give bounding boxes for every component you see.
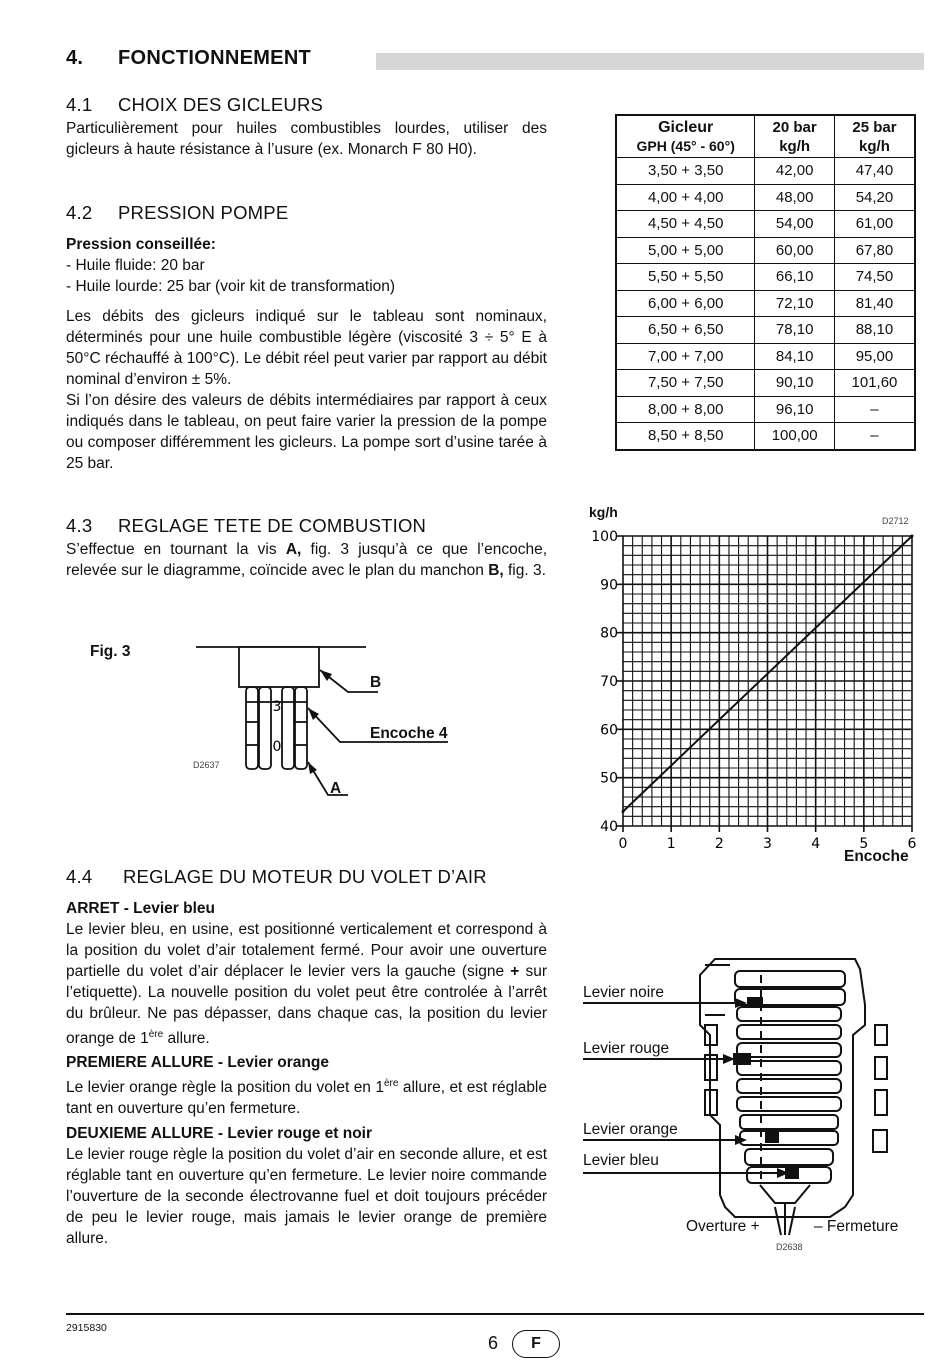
s42-para2: Si l’on désire des valeurs de débits intermédiaires par rapport à ceux indiqués dans le tableau, on peut faire varier la pression de la pompe ou composer différemment les gicleurs. La pompe sort d’usine tarée à 25 bar.	[66, 392, 547, 472]
motor-code: D2638	[776, 1242, 803, 1252]
chart-xlabel: Encoche	[844, 848, 909, 865]
s44-premiere-title: PREMIERE ALLURE - Levier orange	[66, 1054, 329, 1071]
s43-number: 4.3	[66, 515, 93, 536]
s44-deuxieme-text: Le levier rouge règle la position du volet d’air en seconde allure, et est réglable tant en ouverture qu’en fermeture. Le levier noire commande l’ouverture de la seconde électrovanne fuel et doit toujours précéder de peu le levier rouge, mais jamais le levier orange de première allure.	[66, 1146, 547, 1247]
s44-deuxieme-title: DEUXIEME ALLURE - Levier rouge et noir	[66, 1125, 373, 1142]
fig3-label-a: A	[330, 780, 342, 797]
x-tick-label: 0	[618, 836, 628, 850]
levier-noire-mark	[747, 997, 763, 1008]
y-tick-label: 80	[600, 625, 618, 642]
s44-title: REGLAGE DU MOTEUR DU VOLET D’AIR	[123, 866, 487, 887]
s44-premiere-text: Le levier orange règle la position du volet en 1ère allure, et est réglable tant en ouverture qu’en fermeture.	[66, 1078, 547, 1118]
s41-title: CHOIX DES GICLEURS	[118, 94, 324, 115]
language-badge: F	[512, 1330, 560, 1358]
footer-rule	[66, 1313, 924, 1315]
gicleur-table	[615, 114, 916, 451]
table-header-row	[616, 115, 915, 158]
chart-ylabel: kg/h	[589, 504, 618, 520]
x-tick-label: 6	[907, 836, 917, 850]
s41-number: 4.1	[66, 94, 93, 115]
fig3-mark-0: 0	[272, 739, 282, 755]
s41-text: Particulièrement pour huiles combustibles lourdes, utiliser des gicleurs à haute résistance à l’usure (ex. Monarch F 80 H0).	[66, 120, 547, 158]
y-tick-label: 50	[600, 770, 618, 787]
header-25bar: 25 bar kg/h	[834, 115, 915, 158]
table-row: 3,50 + 3,50 42,00 47,40	[616, 158, 915, 185]
s42-item-1: - Huile fluide: 20 bar	[66, 257, 205, 274]
label-fermeture: – Fermeture	[814, 1218, 899, 1235]
x-tick-label: 1	[666, 836, 676, 850]
levier-orange-mark	[765, 1131, 779, 1143]
label-levier-orange: Levier orange	[583, 1121, 678, 1138]
y-tick-label: 40	[600, 819, 618, 835]
label-levier-noire: Levier noire	[583, 984, 664, 1001]
levier-rouge-mark	[733, 1053, 751, 1065]
y-tick-label: 70	[600, 674, 618, 690]
chart-svg	[580, 520, 925, 850]
s42-item-2: - Huile lourde: 25 bar (voir kit de transformation)	[66, 278, 396, 295]
header-gicleur: Gicleur GPH (45° - 60°)	[616, 115, 755, 158]
x-tick-label: 5	[859, 836, 869, 850]
section-title: FONCTIONNEMENT	[118, 47, 312, 69]
s42-para1: Les débits des gicleurs indiqué sur le tableau sont nominaux, déterminés pour une huile combustible légère (viscosité 3 ÷ 5° E à 50°C réchauffé à 100°C). Le débit réel peut varier par rapport au débit nominal d’environ ± 5%.	[66, 308, 547, 388]
header-bar	[376, 53, 924, 70]
label-overture: Overture +	[686, 1218, 760, 1235]
table-row: 6,50 + 6,50 78,10 88,10	[616, 317, 915, 344]
s42-number: 4.2	[66, 202, 93, 223]
y-tick-label: 100	[591, 529, 618, 545]
y-tick-label: 90	[600, 577, 618, 594]
table-row: 6,00 + 6,00 72,10 81,40	[616, 290, 915, 317]
header-20bar: 20 bar kg/h	[755, 115, 835, 158]
s42-title: PRESSION POMPE	[118, 202, 289, 223]
table-row: 7,00 + 7,00 84,10 95,00	[616, 343, 915, 370]
fig3-code: D2637	[193, 760, 220, 770]
table-row: 8,50 + 8,50 100,00 –	[616, 423, 915, 450]
s42-subtitle: Pression conseillée:	[66, 236, 216, 253]
s44-arret-title: ARRET - Levier bleu	[66, 900, 215, 917]
x-tick-label: 4	[811, 836, 821, 850]
label-levier-bleu: Levier bleu	[583, 1152, 659, 1169]
table-row: 4,00 + 4,00 48,00 54,20	[616, 184, 915, 211]
doc-number: 2915830	[66, 1322, 107, 1334]
table-row: 5,50 + 5,50 66,10 74,50	[616, 264, 915, 291]
x-tick-label: 3	[763, 836, 772, 850]
data-point	[911, 535, 914, 538]
fig3-mark-3: 3	[272, 699, 282, 715]
table-row: 8,00 + 8,00 96,10 –	[616, 396, 915, 423]
page-number: 6	[488, 1333, 499, 1353]
y-tick-label: 60	[600, 722, 618, 739]
s43-title: REGLAGE TETE DE COMBUSTION	[118, 515, 427, 536]
label-levier-rouge: Levier rouge	[583, 1040, 670, 1057]
data-point	[622, 810, 625, 813]
table-row: 4,50 + 4,50 54,00 61,00	[616, 211, 915, 238]
fig3-label-encoche: Encoche 4	[370, 725, 448, 742]
x-tick-label: 2	[714, 836, 724, 850]
table-row: 5,00 + 5,00 60,00 67,80	[616, 237, 915, 264]
fig3-label-b: B	[370, 674, 382, 691]
fig3-caption: Fig. 3	[90, 643, 131, 660]
s44-arret-text: Le levier bleu, en usine, est positionné verticalement et correspond à la position du volet d’air totalement fermé. Pour avoir une ouverture partielle du volet d’air déplacer le levier vers la gauche (signe + sur l’etiquette). La nouvelle position du volet peut être controlée à l’arrêt du brûleur. Ne pas dépasser, dans chaque cas, la position du levier orange de 1ère allure.	[66, 921, 547, 1048]
s44-number: 4.4	[66, 866, 93, 887]
chart-code: D2712	[882, 516, 909, 526]
table-row: 7,50 + 7,50 90,10 101,60	[616, 370, 915, 397]
section-number: 4.	[66, 47, 84, 69]
levier-bleu-mark	[785, 1165, 799, 1179]
s43-text: S’effectue en tournant la vis A, fig. 3 jusqu’à ce que l’encoche, relevée sur le diagramme, coïncide avec le plan du manchon B, fig. 3.	[66, 541, 547, 579]
